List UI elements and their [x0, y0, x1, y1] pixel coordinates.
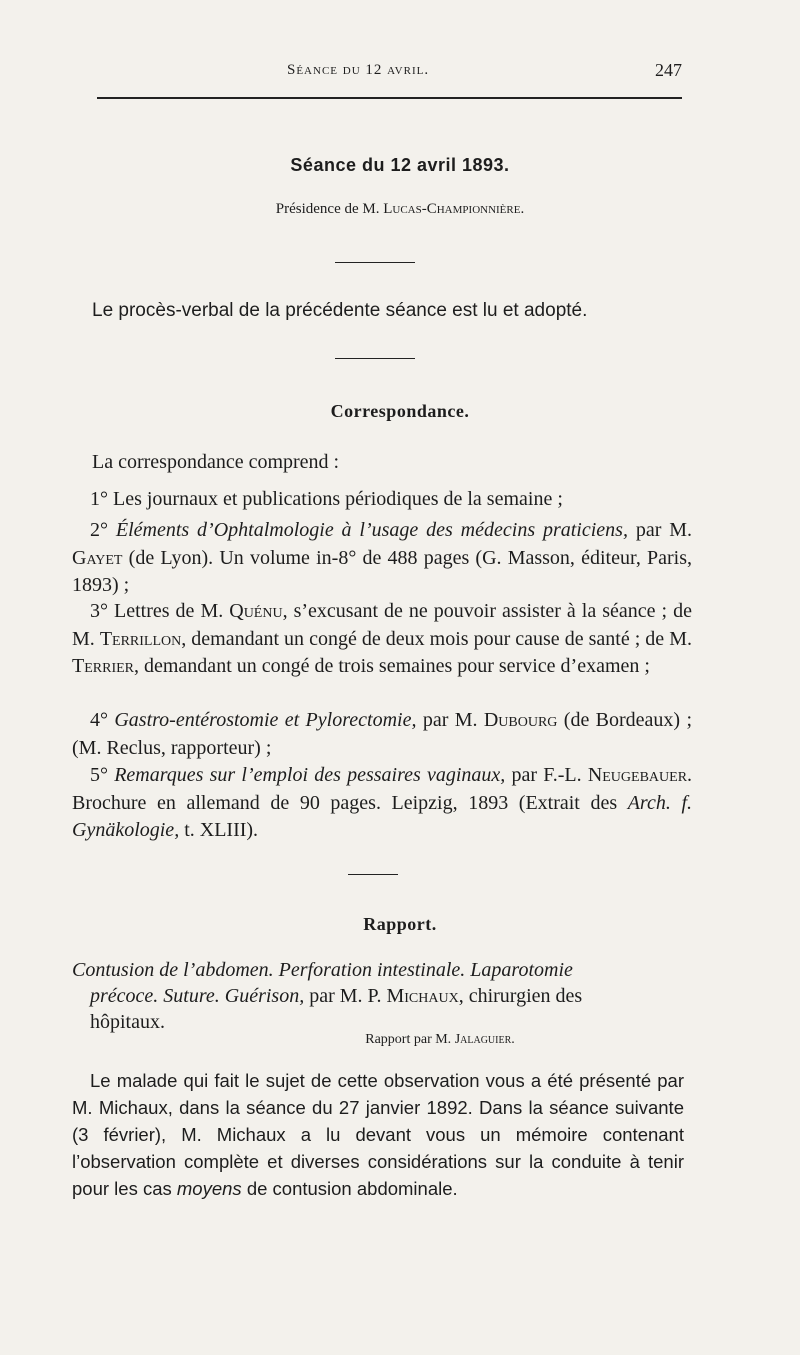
rapport-title-line-2: précoce. Suture. Guérison, — [90, 985, 305, 1007]
author-name: Neugebauer — [587, 764, 688, 786]
rapporteur-name: Jalaguier. — [454, 1032, 515, 1047]
item-text: Lettres de M. — [114, 600, 224, 622]
divider — [348, 874, 398, 875]
correspondance-item-1: 1° Les journaux et publications périodiques de la semaine ; — [90, 488, 563, 510]
journal-title: Arch. f. Gynäkologie, — [72, 791, 692, 841]
page-number: 247 — [655, 60, 682, 80]
item-number: 2° — [90, 519, 108, 541]
item-number: 3° — [90, 600, 108, 622]
seance-title: Séance du 12 avril 1893. — [290, 155, 510, 175]
body-italic: moyens — [176, 1178, 242, 1199]
correspondance-item-5 — [72, 762, 692, 845]
author-name: Michaux — [386, 985, 459, 1007]
item-text: . Brochure en allemand de 90 pages. Leipzig, 1893 (Extrait des — [72, 764, 693, 814]
by-text: par F.-L. — [511, 764, 582, 786]
correspondance-item-2 — [72, 517, 692, 600]
item-text: t. XLIII). — [184, 819, 259, 841]
rapport-body — [72, 1067, 684, 1202]
divider — [335, 358, 415, 359]
author-name: Terrier — [72, 655, 134, 677]
body-text: de contusion abdominale. — [246, 1178, 458, 1199]
page-header — [97, 62, 682, 90]
book-title: Éléments d’Ophtalmologie à l’usage des médecins praticiens, — [115, 519, 628, 541]
item-rest: (de Lyon). Un volume in-8° de 488 pages (G. Masson, éditeur, Paris, 1893) ; — [72, 546, 693, 596]
author-name: Terrillon — [99, 627, 182, 650]
correspondance-item-3 — [72, 598, 692, 681]
author-name: Dubourg — [483, 709, 558, 731]
rapport-heading: Rapport. — [363, 914, 437, 934]
rapport-title-line-1: Contusion de l’abdomen. Perforation intestinale. Laparotomie — [72, 959, 573, 981]
by-text: par M. P. — [309, 985, 382, 1007]
running-title: Séance du 12 avril. — [287, 62, 430, 78]
rapport-title-line-3: hôpitaux. — [90, 1011, 165, 1033]
correspondance-heading: Correspondance. — [330, 401, 470, 421]
item-number: 5° — [90, 764, 108, 786]
work-title: Remarques sur l’emploi des pessaires vaginaux, — [114, 764, 506, 786]
correspondance-item-4 — [72, 707, 692, 762]
rapport-by-line — [40, 1032, 800, 1048]
presidence-line — [0, 201, 800, 218]
author-name: Gayet — [72, 546, 123, 569]
item-number: 4° — [90, 709, 108, 731]
rapport-title — [72, 957, 684, 1035]
work-title: Gastro-entérostomie et Pylorectomie, — [114, 709, 417, 731]
item-text: , demandant un congé de deux mois pour cause de santé ; de M. — [181, 627, 692, 650]
item-text: , demandant un congé de trois semaines pour service d’examen ; — [134, 655, 650, 677]
item-text: , s’excusant de ne pouvoir assister à la séance ; de M. — [72, 600, 693, 650]
proces-verbal: Le procès-verbal de la précédente séance est lu et adopté. — [92, 300, 588, 321]
by-text: par M. — [635, 519, 693, 541]
header-rule — [97, 97, 682, 99]
rapport-title-rest: , chirurgien des — [458, 985, 583, 1007]
rapport-by-prefix: Rapport par M. — [365, 1032, 452, 1047]
presidence-prefix: Présidence de M. — [275, 201, 380, 217]
divider — [335, 262, 415, 263]
author-name: Quénu — [229, 600, 283, 622]
item-rest: (de Bordeaux) ; (M. Reclus, rapporteur) ; — [72, 709, 693, 759]
president-name: Lucas-Championnière. — [383, 201, 525, 217]
by-text: par M. — [422, 709, 478, 731]
body-text: Le malade qui fait le sujet de cette observation vous a été présenté par M. Michaux, dans la séance du 27 janvier 1892. Dans la séance suivante (3 février), M. Michaux a lu devant vous un mémoire contenant l’observation complète et diverses considérations sur la conduite à tenir pour les cas — [72, 1070, 684, 1199]
correspondance-intro: La correspondance comprend : — [92, 451, 340, 473]
